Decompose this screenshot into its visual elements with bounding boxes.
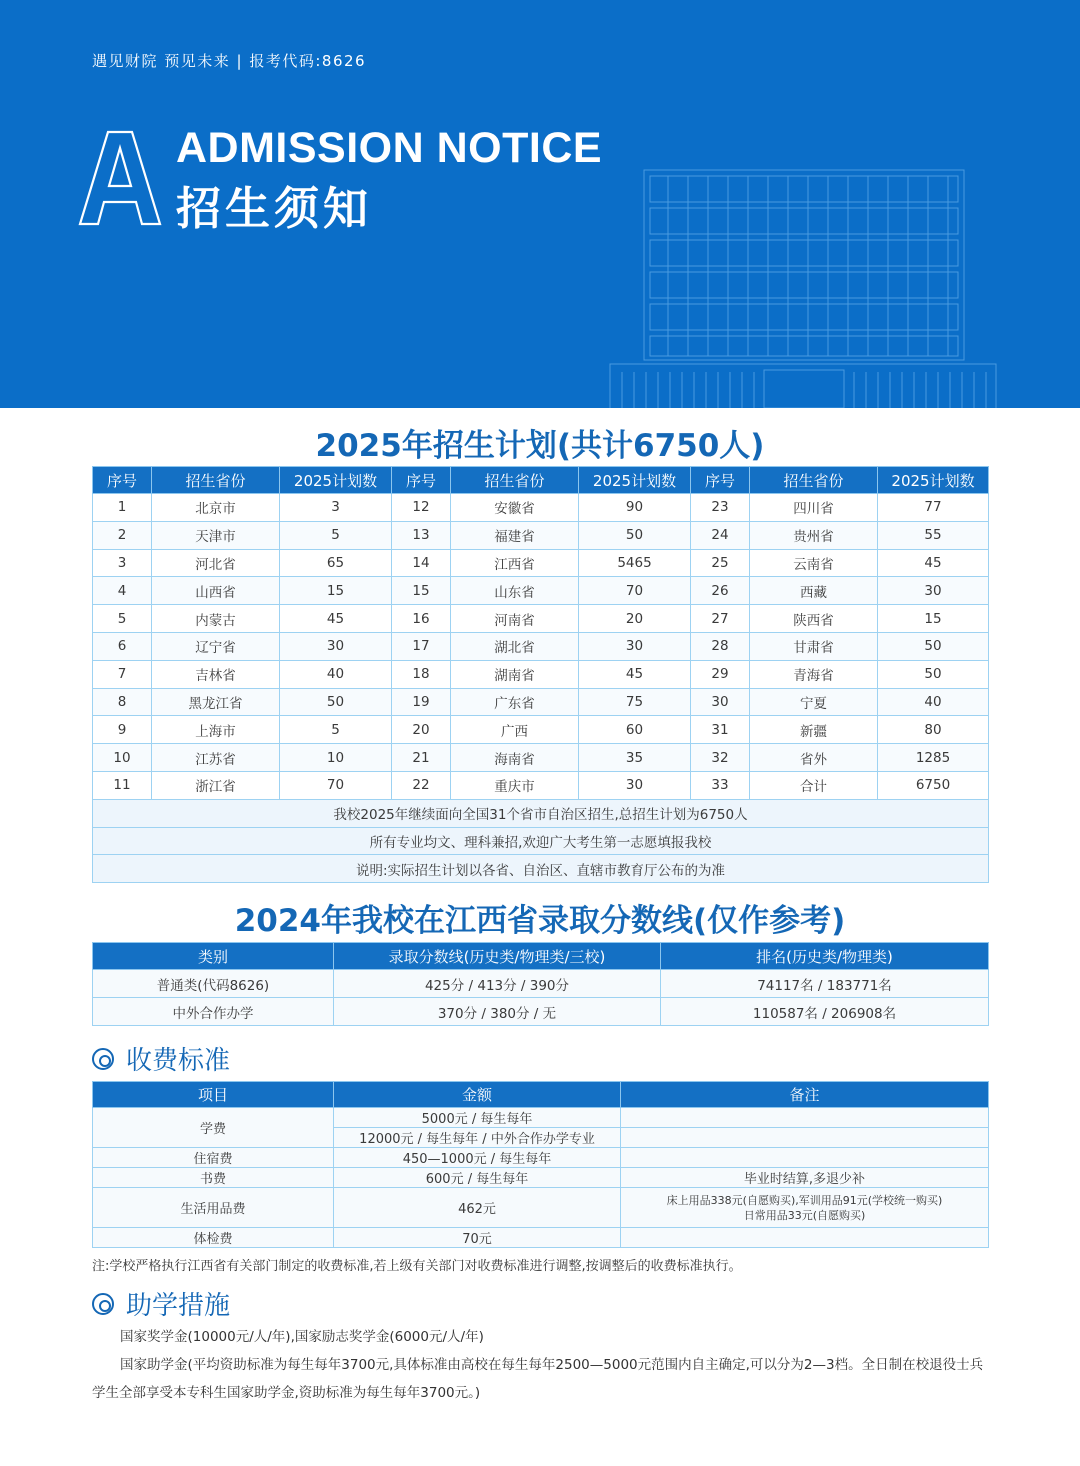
fees-remark <box>621 1188 989 1228</box>
plan-cell: 甘肃省 <box>750 632 878 660</box>
fees-header-row <box>93 1082 989 1108</box>
plan-cell: 15 <box>280 577 392 605</box>
score-header-cell: 排名(历史类/物理类) <box>661 943 989 970</box>
plan-header-cell: 2025计划数 <box>280 467 392 494</box>
plan-cell: 6750 <box>878 771 989 799</box>
plan-cell: 河南省 <box>451 605 579 633</box>
plan-cell: 宁夏 <box>750 688 878 716</box>
plan-cell: 45 <box>579 660 691 688</box>
plan-cell: 45 <box>878 549 989 577</box>
plan-cell: 4 <box>93 577 152 605</box>
fees-row <box>93 1148 989 1168</box>
plan-cell: 17 <box>392 632 451 660</box>
fees-remark-line: 日常用品33元(自愿购买) <box>743 1208 866 1222</box>
plan-cell: 30 <box>280 632 392 660</box>
plan-cell: 16 <box>392 605 451 633</box>
fees-amount: 462元 <box>334 1188 621 1228</box>
header-banner <box>0 0 1080 408</box>
fees-amount: 70元 <box>334 1228 621 1248</box>
fees-remark <box>621 1148 989 1168</box>
plan-cell: 30 <box>691 688 750 716</box>
plan-cell: 湖南省 <box>451 660 579 688</box>
score-title: 2024年我校在江西省录取分数线(仅作参考) <box>234 903 846 939</box>
plan-cell: 30 <box>878 577 989 605</box>
aid-heading <box>92 1285 230 1322</box>
plan-cell: 50 <box>878 632 989 660</box>
plan-row <box>93 744 989 772</box>
fees-row <box>93 1188 989 1228</box>
fees-item-tuition: 学费 <box>93 1108 334 1148</box>
plan-header-cell: 序号 <box>93 467 152 494</box>
plan-note: 说明:实际招生计划以各省、自治区、直辖市教育厅公布的为准 <box>93 855 989 883</box>
plan-note: 我校2025年继续面向全国31个省市自治区招生,总招生计划为6750人 <box>93 799 989 827</box>
plan-cell: 5 <box>280 521 392 549</box>
fees-remark: 毕业时结算,多退少补 <box>621 1168 989 1188</box>
plan-cell: 5465 <box>579 549 691 577</box>
plan-row <box>93 632 989 660</box>
plan-cell: 1 <box>93 494 152 522</box>
plan-cell: 3 <box>93 549 152 577</box>
plan-cell: 内蒙古 <box>152 605 280 633</box>
fees-header-cell: 备注 <box>621 1082 989 1108</box>
plan-cell: 27 <box>691 605 750 633</box>
fees-item-exam: 体检费 <box>93 1228 334 1248</box>
plan-cell: 18 <box>392 660 451 688</box>
plan-cell: 31 <box>691 716 750 744</box>
plan-cell: 80 <box>878 716 989 744</box>
building-outline-illustration <box>608 166 998 408</box>
plan-cell: 广西 <box>451 716 579 744</box>
plan-note-row <box>93 855 989 883</box>
plan-cell: 辽宁省 <box>152 632 280 660</box>
plan-cell: 吉林省 <box>152 660 280 688</box>
plan-row <box>93 521 989 549</box>
plan-cell: 浙江省 <box>152 771 280 799</box>
plan-cell: 四川省 <box>750 494 878 522</box>
target-circle-icon <box>92 1293 114 1315</box>
plan-cell: 2 <box>93 521 152 549</box>
plan-cell: 29 <box>691 660 750 688</box>
plan-cell: 20 <box>579 605 691 633</box>
fees-row <box>93 1168 989 1188</box>
fees-table <box>92 1081 989 1248</box>
plan-cell: 黑龙江省 <box>152 688 280 716</box>
plan-cell: 20 <box>392 716 451 744</box>
fees-amount: 600元 / 每生每年 <box>334 1168 621 1188</box>
plan-note-row <box>93 827 989 855</box>
plan-note-row <box>93 799 989 827</box>
plan-cell: 10 <box>93 744 152 772</box>
plan-cell: 11 <box>93 771 152 799</box>
plan-cell: 50 <box>878 660 989 688</box>
plan-header-cell: 招生省份 <box>750 467 878 494</box>
plan-cell: 45 <box>280 605 392 633</box>
plan-row <box>93 771 989 799</box>
fees-row <box>93 1228 989 1248</box>
plan-cell: 19 <box>392 688 451 716</box>
plan-cell: 22 <box>392 771 451 799</box>
plan-cell: 山西省 <box>152 577 280 605</box>
plan-cell: 1285 <box>878 744 989 772</box>
fees-amount: 12000元 / 每生每年 / 中外合作办学专业 <box>334 1128 621 1148</box>
plan-cell: 云南省 <box>750 549 878 577</box>
plan-row <box>93 605 989 633</box>
plan-cell: 贵州省 <box>750 521 878 549</box>
plan-cell: 12 <box>392 494 451 522</box>
plan-cell: 55 <box>878 521 989 549</box>
plan-cell: 河北省 <box>152 549 280 577</box>
fees-remark <box>621 1128 989 1148</box>
plan-cell: 70 <box>579 577 691 605</box>
plan-cell: 50 <box>579 521 691 549</box>
plan-cell: 8 <box>93 688 152 716</box>
fees-remark-line: 床上用品338元(自愿购买),军训用品91元(学校统一购买) <box>666 1193 943 1207</box>
plan-row <box>93 716 989 744</box>
target-circle-icon <box>92 1048 114 1070</box>
score-header-cell: 类别 <box>93 943 334 970</box>
plan-header-cell: 2025计划数 <box>579 467 691 494</box>
fees-remark <box>621 1108 989 1128</box>
plan-cell: 30 <box>579 771 691 799</box>
plan-cell: 70 <box>280 771 392 799</box>
plan-cell: 21 <box>392 744 451 772</box>
plan-cell: 山东省 <box>451 577 579 605</box>
score-cell: 425分 / 413分 / 390分 <box>334 970 661 998</box>
plan-cell: 省外 <box>750 744 878 772</box>
plan-cell: 15 <box>392 577 451 605</box>
score-cell: 普通类(代码8626) <box>93 970 334 998</box>
score-header-row <box>93 943 989 970</box>
letter-a-logo <box>78 130 162 226</box>
plan-cell: 14 <box>392 549 451 577</box>
plan-row <box>93 688 989 716</box>
plan-cell: 33 <box>691 771 750 799</box>
plan-cell: 5 <box>93 605 152 633</box>
score-row <box>93 998 989 1026</box>
plan-cell: 天津市 <box>152 521 280 549</box>
plan-cell: 9 <box>93 716 152 744</box>
plan-cell: 7 <box>93 660 152 688</box>
plan-cell: 北京市 <box>152 494 280 522</box>
plan-header-cell: 2025计划数 <box>878 467 989 494</box>
plan-cell: 江西省 <box>451 549 579 577</box>
score-cell: 74117名 / 183771名 <box>661 970 989 998</box>
plan-header-cell: 序号 <box>392 467 451 494</box>
plan-cell: 40 <box>280 660 392 688</box>
plan-row <box>93 494 989 522</box>
plan-cell: 26 <box>691 577 750 605</box>
aid-paragraph-1: 国家奖学金(10000元/人/年),国家励志奖学金(6000元/人/年) <box>120 1329 484 1345</box>
plan-cell: 新疆 <box>750 716 878 744</box>
plan-note: 所有专业均文、理科兼招,欢迎广大考生第一志愿填报我校 <box>93 827 989 855</box>
plan-cell: 40 <box>878 688 989 716</box>
plan-cell: 合计 <box>750 771 878 799</box>
score-cell: 中外合作办学 <box>93 998 334 1026</box>
plan-cell: 50 <box>280 688 392 716</box>
plan-header-cell: 序号 <box>691 467 750 494</box>
admission-score-table <box>92 942 989 1026</box>
fees-remark <box>621 1228 989 1248</box>
aid-heading-text: 助学措施 <box>126 1291 231 1321</box>
plan-cell: 75 <box>579 688 691 716</box>
plan-cell: 福建省 <box>451 521 579 549</box>
plan-header-row <box>93 467 989 494</box>
plan-cell: 海南省 <box>451 744 579 772</box>
plan-cell: 10 <box>280 744 392 772</box>
plan-row <box>93 577 989 605</box>
plan-cell: 25 <box>691 549 750 577</box>
fees-heading-text: 收费标准 <box>126 1046 231 1076</box>
plan-cell: 24 <box>691 521 750 549</box>
plan-cell: 5 <box>280 716 392 744</box>
plan-cell: 6 <box>93 632 152 660</box>
plan-row <box>93 660 989 688</box>
plan-title: 2025年招生计划(共计6750人) <box>315 428 765 464</box>
score-row <box>93 970 989 998</box>
plan-cell: 西藏 <box>750 577 878 605</box>
plan-cell: 重庆市 <box>451 771 579 799</box>
fees-heading <box>92 1040 230 1077</box>
plan-cell: 上海市 <box>152 716 280 744</box>
plan-cell: 28 <box>691 632 750 660</box>
plan-row <box>93 549 989 577</box>
title-chinese: 招生须知 <box>176 182 373 235</box>
fees-header-cell: 项目 <box>93 1082 334 1108</box>
plan-cell: 15 <box>878 605 989 633</box>
fees-amount: 450—1000元 / 每生每年 <box>334 1148 621 1168</box>
plan-cell: 陕西省 <box>750 605 878 633</box>
score-header-cell: 录取分数线(历史类/物理类/三校) <box>334 943 661 970</box>
plan-cell: 湖北省 <box>451 632 579 660</box>
plan-header-cell: 招生省份 <box>152 467 280 494</box>
fees-row <box>93 1108 989 1128</box>
plan-cell: 77 <box>878 494 989 522</box>
plan-cell: 安徽省 <box>451 494 579 522</box>
score-cell: 110587名 / 206908名 <box>661 998 989 1026</box>
plan-cell: 30 <box>579 632 691 660</box>
score-cell: 370分 / 380分 / 无 <box>334 998 661 1026</box>
fees-amount: 5000元 / 每生每年 <box>334 1108 621 1128</box>
aid-paragraph-2: 国家助学金(平均资助标准为每生每年3700元,具体标准由高校在每生每年2500—5000元范围内自主确定,可以分为2—3档。全日制在校退役士兵学生全部享受本专科生国家助学金,资助标准为每生每年3700元。) <box>92 1357 984 1401</box>
plan-cell: 23 <box>691 494 750 522</box>
fees-item-books: 书费 <box>93 1168 334 1188</box>
plan-header-cell: 招生省份 <box>451 467 579 494</box>
fees-footnote: 注:学校严格执行江西省有关部门制定的收费标准,若上级有关部门对收费标准进行调整,按调整后的收费标准执行。 <box>92 1259 742 1274</box>
plan-cell: 广东省 <box>451 688 579 716</box>
plan-cell: 32 <box>691 744 750 772</box>
title-english: ADMISSION NOTICE <box>176 124 603 172</box>
enrollment-plan-table <box>92 466 989 883</box>
plan-cell: 90 <box>579 494 691 522</box>
plan-cell: 江苏省 <box>152 744 280 772</box>
fees-header-cell: 金额 <box>334 1082 621 1108</box>
fees-item-supplies: 生活用品费 <box>93 1188 334 1228</box>
plan-cell: 13 <box>392 521 451 549</box>
plan-cell: 青海省 <box>750 660 878 688</box>
plan-cell: 3 <box>280 494 392 522</box>
plan-cell: 35 <box>579 744 691 772</box>
plan-cell: 60 <box>579 716 691 744</box>
plan-cell: 65 <box>280 549 392 577</box>
tagline: 遇见财院 预见未来 | 报考代码:8626 <box>92 52 367 70</box>
fees-item-lodging: 住宿费 <box>93 1148 334 1168</box>
